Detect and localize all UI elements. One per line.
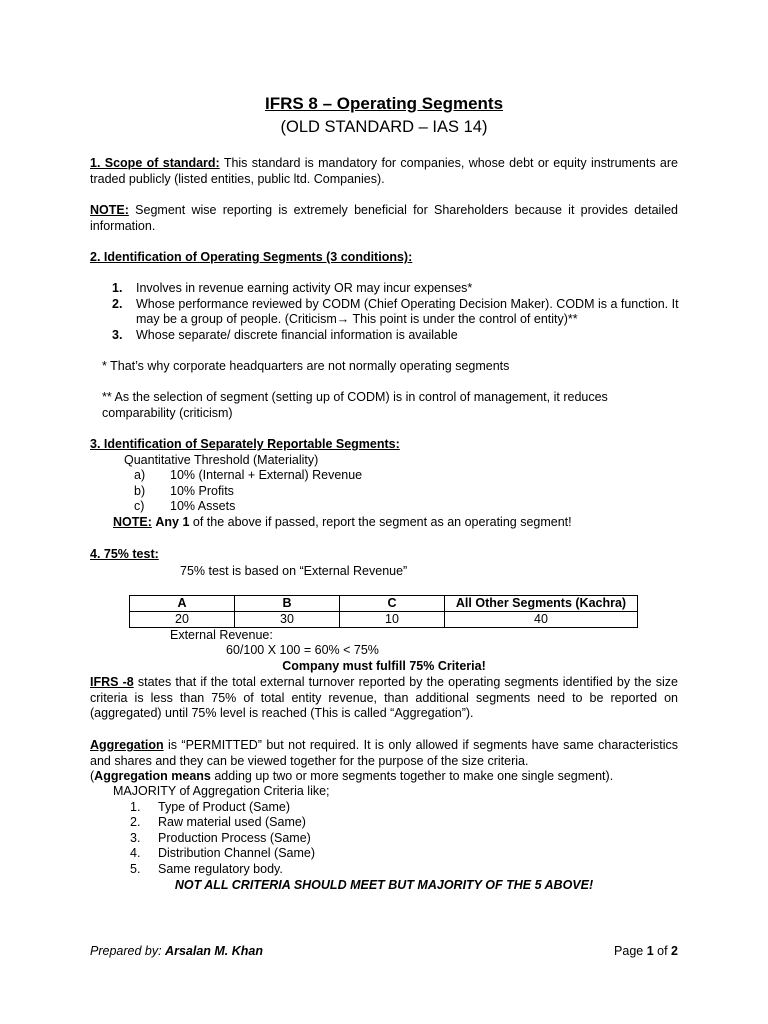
page-total: 2 <box>671 944 678 958</box>
list-number: 1. <box>112 281 123 295</box>
list-text: Involves in revenue earning activity OR may incur expenses* <box>136 281 473 295</box>
page-of: of <box>653 944 672 958</box>
list-number: 2. <box>112 296 123 311</box>
aggregation-means-open: ( <box>90 769 95 783</box>
scope-text: This standard is mandatory for companies, whose debt or equity instruments are traded publicly (listed entities, public ltd. Companies). <box>90 156 678 186</box>
calculation: 60/100 X 100 = 60% < 75% <box>226 643 379 657</box>
ifrs-label: IFRS -8 <box>90 675 134 689</box>
majority-label: MAJORITY of Aggregation Criteria like; <box>113 784 330 798</box>
aggregation-label: Aggregation <box>90 738 164 752</box>
aggregation-text: is “PERMITTED” but not required. It is only allowed if segments have same characteristics and shares and they can be viewed together for the purpose of the size criteria. <box>90 738 678 768</box>
page-word: Page <box>614 944 647 958</box>
footer-author: Arsalan M. Khan <box>165 944 263 958</box>
must-fulfill: Company must fulfill 75% Criteria! <box>282 659 486 673</box>
footer-prepared-label: Prepared by: <box>90 944 166 958</box>
table-header-row <box>130 596 638 612</box>
table-cell: 10 <box>340 612 445 628</box>
list-number: 3. <box>112 327 123 342</box>
page-current: 1 <box>646 944 654 958</box>
footnote-double-star-text: ** As the selection of segment (setting up of CODM) is in control of management, it reduces comparability (criticism) <box>102 390 608 420</box>
criteria-number: 2. <box>130 815 141 829</box>
test75-heading <box>90 547 678 563</box>
list-text: Whose performance reviewed by CODM (Chief Operating Decision Maker). CODM is a function. It may be a group of people. (Criticism→ This point is under the control of entity)** <box>136 296 679 326</box>
criteria-text: Production Process (Same) <box>158 831 311 845</box>
list-item <box>90 281 680 297</box>
threshold-letter: c) <box>134 499 145 513</box>
table-cell: 20 <box>130 612 235 628</box>
threshold-text: 10% Assets <box>170 499 236 513</box>
page-number <box>614 944 678 958</box>
threshold-text: 10% Profits <box>170 484 234 498</box>
list-text: Whose separate/ discrete financial information is available <box>136 327 458 342</box>
footnote-double-star <box>102 390 678 421</box>
page-title: IFRS 8 – Operating Segments <box>264 94 504 113</box>
threshold-label: Quantitative Threshold (Materiality) <box>124 453 319 467</box>
scope-paragraph <box>90 156 678 187</box>
note-label: NOTE: <box>90 203 129 217</box>
page-subtitle: (OLD STANDARD – IAS 14) <box>280 118 488 136</box>
closing-statement: NOT ALL CRITERIA SHOULD MEET BUT MAJORITY OF THE 5 ABOVE! <box>174 878 594 892</box>
table-header-cell: B <box>235 596 340 612</box>
note-paragraph <box>90 203 678 234</box>
threshold-text: 10% (Internal + External) Revenue <box>170 468 363 482</box>
footer-prepared-by <box>90 944 263 958</box>
threshold-letter: a) <box>134 468 146 482</box>
segment-table <box>129 595 638 628</box>
ifrs-paragraph <box>90 675 678 722</box>
list-item <box>90 328 680 344</box>
reportable-note <box>113 515 572 531</box>
table-header-cell: C <box>340 596 445 612</box>
table-row <box>130 612 638 628</box>
identification-heading <box>90 250 678 266</box>
aggregation-means-label: Aggregation means <box>94 769 211 783</box>
reportable-heading <box>90 437 678 453</box>
note-text: Segment wise reporting is extremely beneficial for Shareholders because it provides detailed information. <box>90 203 678 233</box>
identification-list <box>90 281 680 343</box>
footnote-single-star: * That’s why corporate headquarters are not normally operating segments <box>102 359 510 373</box>
criteria-text: Distribution Channel (Same) <box>158 846 316 860</box>
scope-heading: 1. Scope of standard: <box>90 156 220 170</box>
criteria-number: 5. <box>130 862 141 876</box>
reportable-note-any: Any 1 <box>155 515 190 529</box>
ifrs-text: states that if the total external turnover reported by the operating segments identified by the size criteria is less than 75% of total entity revenue, than additional segments need to be reported on (aggregated) until 75% level is reached (This is called “Aggregation”). <box>90 675 678 720</box>
identification-heading-text: 2. Identification of Operating Segments (3 conditions): <box>90 250 413 264</box>
test75-basis: 75% test is based on “External Revenue” <box>180 564 408 578</box>
criteria-text: Raw material used (Same) <box>158 815 306 829</box>
criteria-number: 1. <box>130 800 141 814</box>
table-header-cell: All Other Segments (Kachra) <box>445 596 638 612</box>
criteria-text: Same regulatory body. <box>158 862 283 876</box>
aggregation-means-text: adding up two or more segments together to make one single segment). <box>210 769 614 783</box>
reportable-note-text: of the above if passed, report the segment as an operating segment! <box>189 515 572 529</box>
criteria-number: 3. <box>130 831 141 845</box>
table-header-cell: A <box>130 596 235 612</box>
test75-heading-text: 4. 75% test: <box>90 547 159 561</box>
table-cell: 40 <box>445 612 638 628</box>
criteria-text: Type of Product (Same) <box>158 800 291 814</box>
table-cell: 30 <box>235 612 340 628</box>
reportable-heading-text: 3. Identification of Separately Reportable Segments: <box>90 437 400 451</box>
threshold-letter: b) <box>134 484 146 498</box>
reportable-note-label: NOTE: <box>113 515 152 529</box>
list-item <box>90 297 680 328</box>
aggregation-paragraph <box>90 738 678 785</box>
external-revenue-label: External Revenue: <box>170 628 273 642</box>
criteria-number: 4. <box>130 846 141 860</box>
